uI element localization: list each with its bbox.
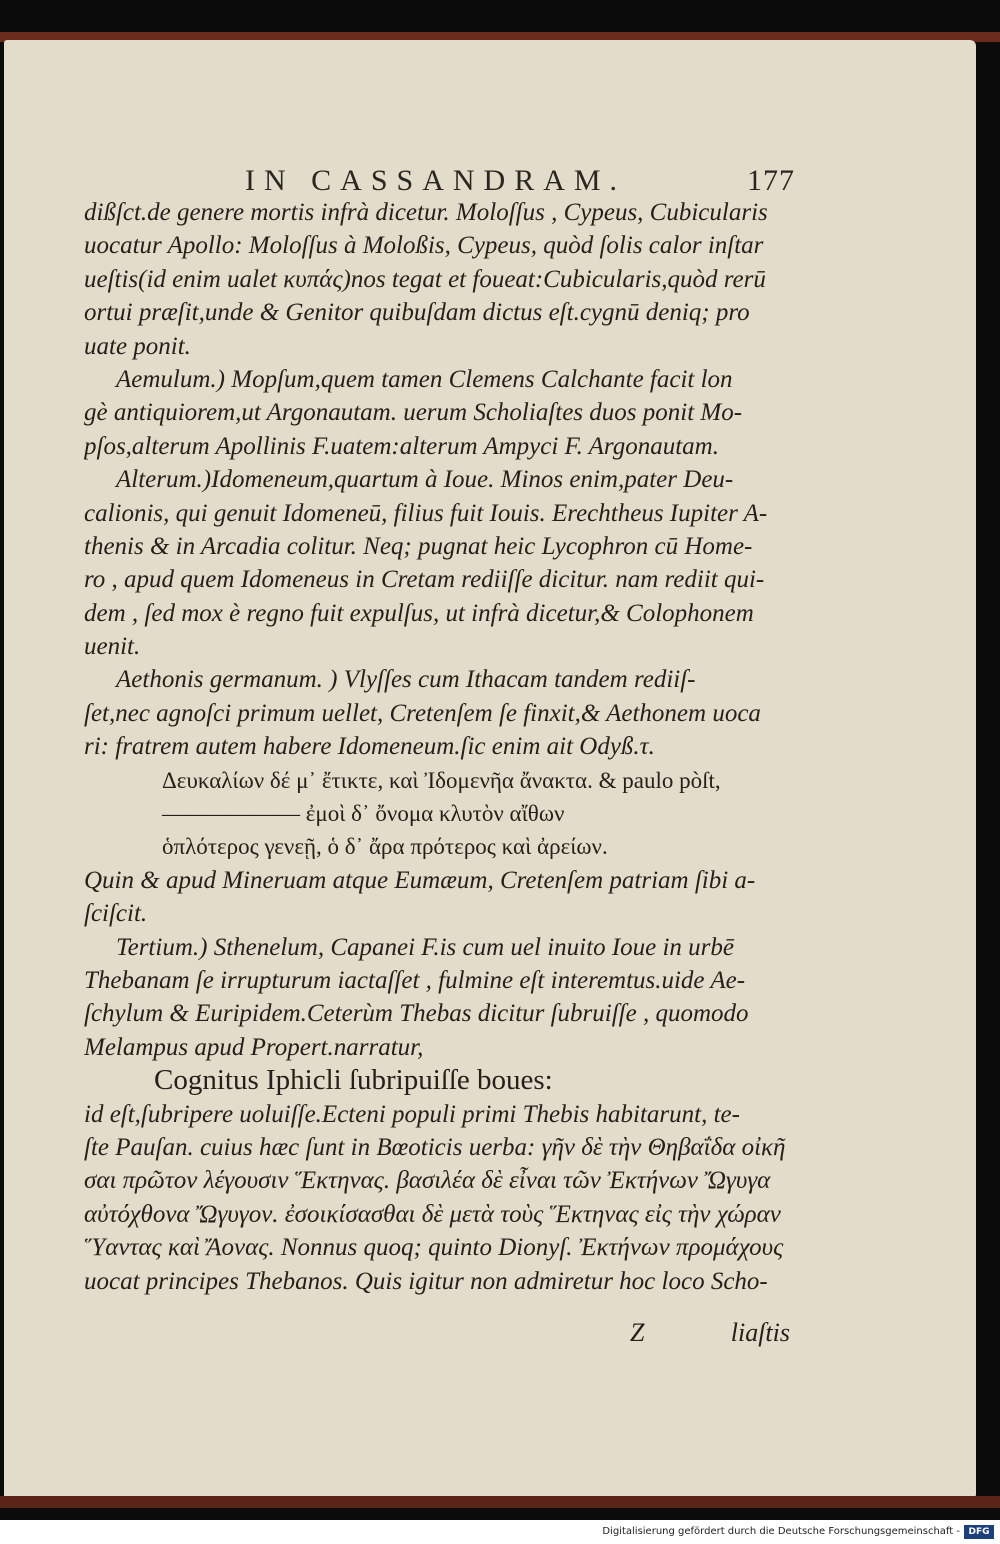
text-line: gè antiquiorem,ut Argonautam. uerum Scholiaſtes duos ponit Mo- [84, 399, 743, 427]
greek-text-line: σαι πρῶτον λέγουσιν Ἕκτηνας. βασιλέα δὲ εἶναι τῶν Ἐκτήνων Ὤγυγα [84, 1167, 771, 1195]
text-line: ri: fratrem autem habere Idomeneum.ſic enim ait Odyß.τ. [84, 733, 655, 761]
greek-text-line: αὐτόχθονα Ὤγυγον. ἐσοικίσασθαι δὲ μετὰ τοὺς Ἕκτηνας εἰς τὴν χώραν [84, 1200, 781, 1228]
footer-credit-text: Digitalisierung gefördert durch die Deutsche Forschungsgemeinschaft - [602, 1526, 960, 1537]
text-line: ſchylum & Euripidem.Ceterùm Thebas dicitur ſubruiſſe , quomodo [84, 1000, 749, 1028]
text-line: ſciſcit. [84, 900, 148, 928]
text-line: ſte Pauſan. cuius hæc ſunt in Bœoticis uerba: γῆν δὲ τὴν Θηβαΐδα οἰκῆ [84, 1133, 786, 1161]
quoted-verse-line: Cognitus Iphicli ſubripuiſſe boues: [154, 1064, 553, 1097]
greek-verse-line: ―――――― ἐμοὶ δ᾽ ὄνομα κλυτὸν αἴθων [162, 801, 565, 827]
text-line: ueſtis(id enim ualet κυπάς)nos tegat et foueat:Cubicularis,quòd rerū [84, 265, 766, 293]
text-line: pſos,alterum Apollinis F.uatem:alterum Ampyci F. Argonautam. [84, 432, 719, 460]
running-head-title: IN CASSANDRAM. [245, 164, 627, 197]
text-line: Melampus apud Propert.narratur, [84, 1033, 424, 1061]
text-line: uate ponit. [84, 332, 191, 360]
page-bottom-edge [0, 1496, 1000, 1508]
text-line: Thebanam ſe irrupturum iactaſſet , fulmine eſt interemtus.uide Ae- [84, 966, 746, 994]
text-line: dißſct.de genere mortis infrà dicetur. Moloſſus , Cypeus, Cubicularis [84, 199, 768, 226]
footer-bar [0, 1522, 1000, 1544]
lemma-line-aemulum: Aemulum.) Mopſum,quem tamen Clemens Calchante facit lon [116, 365, 733, 393]
text-line: uocatur Apollo: Moloſſus à Moloßis, Cypeus, quòd ſolis calor inſtar [84, 232, 764, 260]
text-line: uenit. [84, 633, 141, 661]
catchword: liaſtis [730, 1318, 790, 1347]
lemma-line-alterum: Alterum.)Idomeneum,quartum à Ioue. Minos enim,pater Deu- [116, 466, 734, 494]
text-line: ro , apud quem Idomeneus in Cretam rediiſſe dicitur. nam rediit qui- [84, 566, 765, 594]
catchword-row [630, 1318, 790, 1348]
dfg-logo-icon: DFG [964, 1525, 994, 1539]
greek-verse-line: ὁπλότερος γενεῇ, ὁ δ᾽ ἄρα πρότερος καὶ ἀρείων. [162, 834, 608, 860]
text-line: calionis, qui genuit Idomeneū, filius fuit Iouis. Erechtheus Iupiter A- [84, 499, 768, 527]
text-line: dem , ſed mox è regno fuit expulſus, ut infrà dicetur,& Colophonem [84, 599, 754, 627]
greek-verse-line: Δευκαλίων δέ μ᾽ ἔτικτε, καὶ Ἰδομενῆα ἄνακτα. & paulo pòſt, [162, 767, 721, 793]
text-line: thenis & in Arcadia colitur. Neq; pugnat heic Lycophron cū Home- [84, 532, 753, 560]
text-line: ortui præſit,unde & Genitor quibuſdam dictus eſt.cygnū deniq; pro [84, 299, 750, 327]
lemma-line-aethonis: Aethonis germanum. ) Vlyſſes cum Ithacam tandem rediiſ- [116, 666, 696, 694]
signature-mark: Z [630, 1318, 645, 1347]
text-line: Ὕαντας καὶ Ἄονας. Nonnus quoq; quinto Dionyſ. Ἐκτήνων προμάχους [84, 1234, 784, 1262]
lemma-line-tertium: Tertium.) Sthenelum, Capanei F.is cum uel inuito Ioue in urbē [116, 933, 735, 961]
text-line: ſet,nec agnoſci primum uellet, Cretenſem ſe finxit,& Aethonem uoca [84, 699, 761, 727]
page-number: 177 [747, 164, 795, 197]
text-line: uocat principes Thebanos. Quis igitur non admiretur hoc loco Scho- [84, 1267, 768, 1295]
page-body-text [84, 196, 792, 1298]
text-line: Quin & apud Mineruam atque Eumæum, Cretenſem patriam ſibi a- [84, 866, 756, 894]
running-head [245, 164, 795, 198]
text-line: id eſt,ſubripere uoluiſſe.Ecteni populi primi Thebis habitarunt, te- [84, 1100, 740, 1128]
